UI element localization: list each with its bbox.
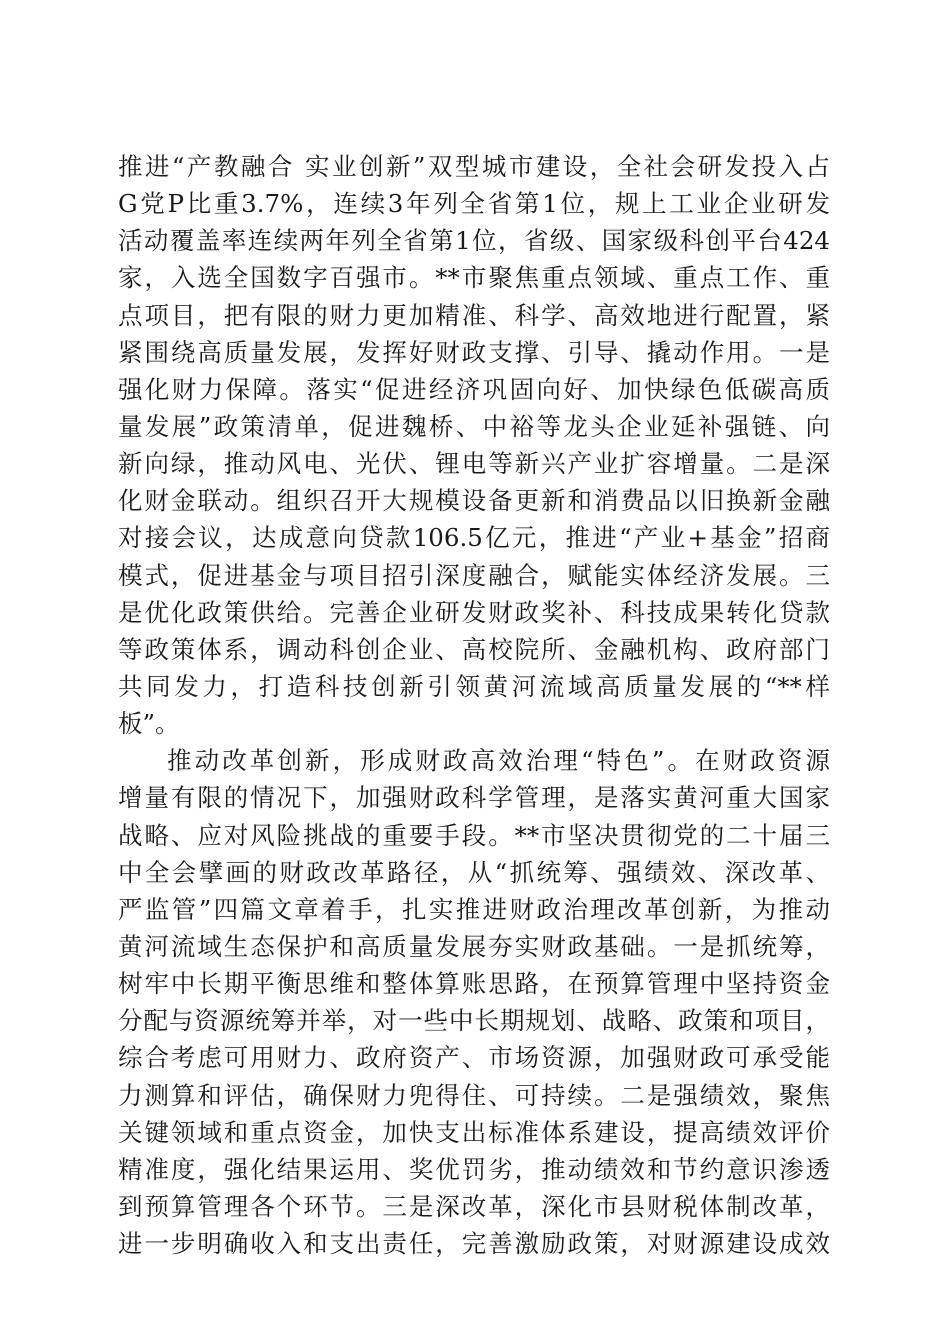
text-line: 进一步明确收入和支出责任，完善激励政策，对财源建设成效 bbox=[118, 1229, 830, 1259]
text-line: 关键领域和重点资金，加快支出标准体系建设，提高绩效评价 bbox=[118, 1117, 830, 1147]
text-line: G党P比重3.7%，连续3年列全省第1位，规上工业企业研发 bbox=[118, 189, 830, 219]
text-line: 分配与资源统筹并举，对一些中长期规划、战略、政策和项目， bbox=[118, 1006, 830, 1036]
text-line: 到预算管理各个环节。三是深改革，深化市县财税体制改革， bbox=[118, 1191, 830, 1221]
text-line: 板”。 bbox=[118, 709, 180, 739]
text-line: 等政策体系，调动科创企业、高校院所、金融机构、政府部门 bbox=[118, 634, 830, 664]
text-line: 家，入选全国数字百强市。**市聚焦重点领域、重点工作、重 bbox=[118, 263, 830, 293]
text-line: 推动改革创新，形成财政高效治理“特色”。在财政资源 bbox=[167, 746, 830, 776]
text-line: 共同发力，打造科技创新引领黄河流域高质量发展的“**样 bbox=[118, 671, 830, 701]
text-line: 强化财力保障。落实“促进经济巩固向好、加快绿色低碳高质 bbox=[118, 374, 830, 404]
text-line: 紧围绕高质量发展，发挥好财政支撑、引导、撬动作用。一是 bbox=[118, 337, 830, 367]
text-line: 黄河流域生态保护和高质量发展夯实财政基础。一是抓统筹， bbox=[118, 931, 830, 961]
text-line: 推进“产教融合 实业创新”双型城市建设，全社会研发投入占 bbox=[118, 152, 830, 181]
text-line: 点项目，把有限的财力更加精准、科学、高效地进行配置，紧 bbox=[118, 300, 830, 330]
text-line: 活动覆盖率连续两年列全省第1位，省级、国家级科创平台424 bbox=[118, 226, 830, 256]
paragraph-1 bbox=[118, 148, 830, 742]
text-line: 严监管”四篇文章着手，扎实推进财政治理改革创新，为推动 bbox=[118, 894, 830, 924]
text-line: 模式，促进基金与项目招引深度融合，赋能实体经济发展。三 bbox=[118, 560, 830, 590]
text-line: 综合考虑可用财力、政府资产、市场资源，加强财政可承受能 bbox=[118, 1043, 830, 1073]
text-line: 树牢中长期平衡思维和整体算账思路，在预算管理中坚持资金 bbox=[118, 969, 830, 999]
text-line: 量发展”政策清单，促进魏桥、中裕等龙头企业延补强链、向 bbox=[118, 411, 830, 441]
text-line: 增量有限的情况下，加强财政科学管理，是落实黄河重大国家 bbox=[118, 783, 830, 813]
text-line: 是优化政策供给。完善企业研发财政奖补、科技成果转化贷款 bbox=[118, 597, 830, 627]
paragraph-2 bbox=[118, 742, 830, 1262]
text-line: 战略、应对风险挑战的重要手段。**市坚决贯彻党的二十届三 bbox=[118, 820, 830, 850]
text-line: 中全会擘画的财政改革路径，从“抓统筹、强绩效、深改革、 bbox=[118, 857, 830, 887]
text-line: 化财金联动。组织召开大规模设备更新和消费品以旧换新金融 bbox=[118, 486, 830, 516]
text-line: 力测算和评估，确保财力兜得住、可持续。二是强绩效，聚焦 bbox=[118, 1080, 830, 1110]
text-line: 精准度，强化结果运用、奖优罚劣，推动绩效和节约意识渗透 bbox=[118, 1154, 830, 1184]
text-line: 对接会议，达成意向贷款106.5亿元，推进“产业+基金”招商 bbox=[118, 523, 830, 553]
document-body bbox=[118, 148, 830, 1262]
text-line: 新向绿，推动风电、光伏、锂电等新兴产业扩容增量。二是深 bbox=[118, 449, 830, 479]
